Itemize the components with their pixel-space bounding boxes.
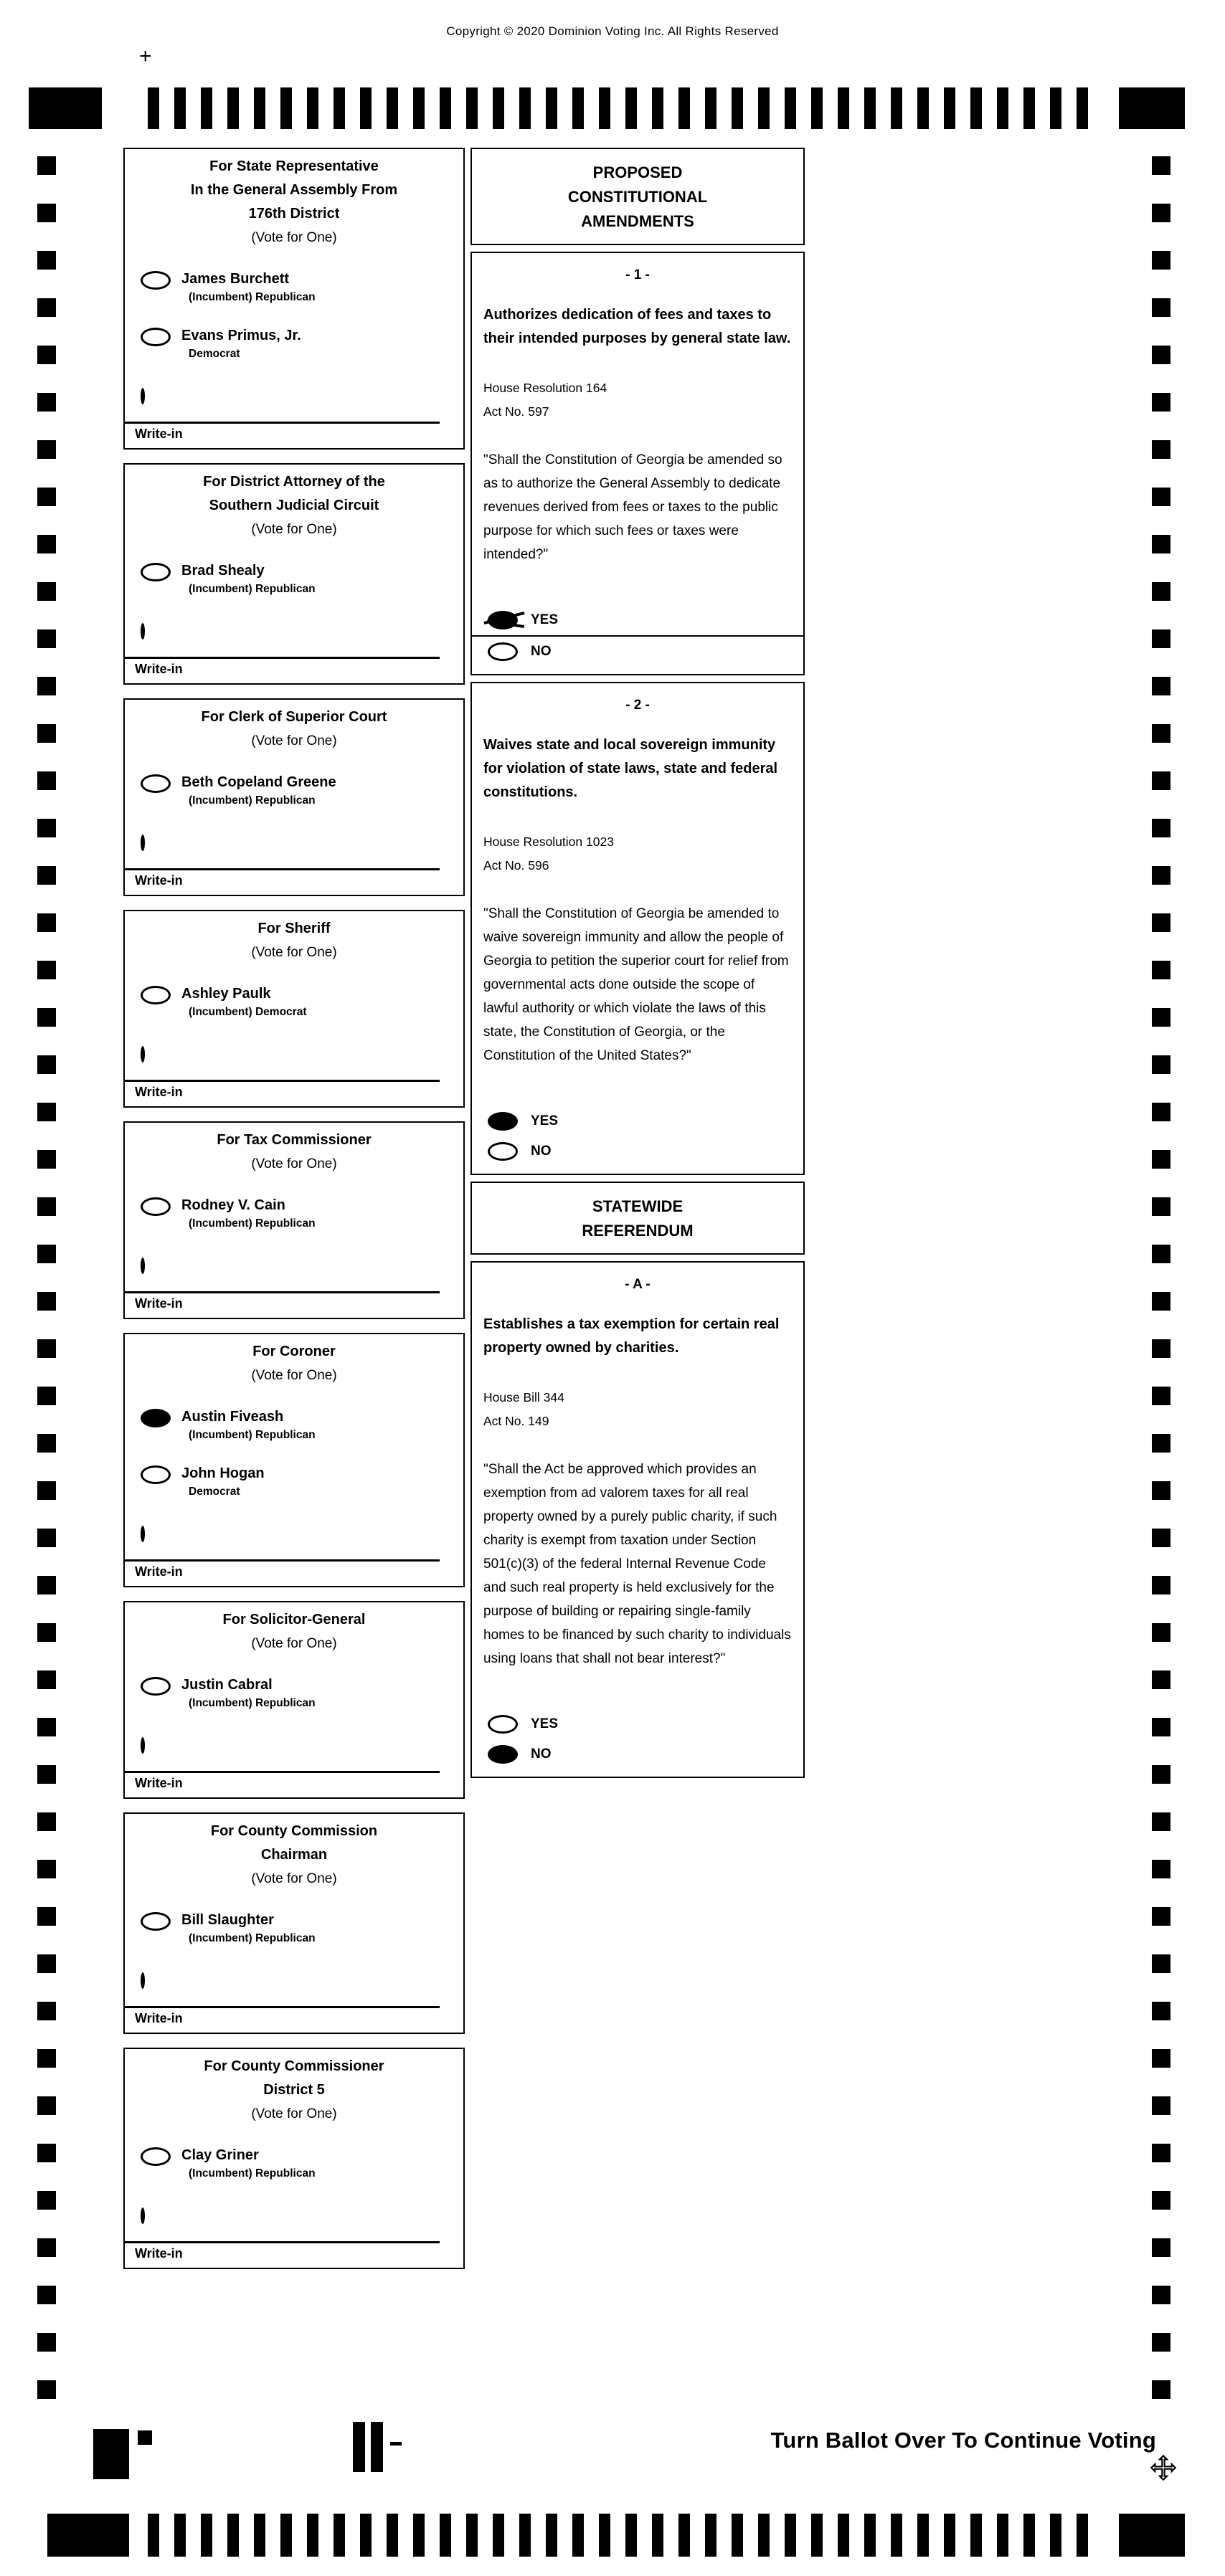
candidate-text xyxy=(181,1676,316,1712)
candidate-name: Clay Griner xyxy=(181,2147,259,2163)
contest-box-solicitor-general xyxy=(123,1601,465,1799)
measures-column xyxy=(470,148,805,1784)
contests-column xyxy=(123,148,465,2283)
candidate-row xyxy=(125,773,463,809)
yes-label: YES xyxy=(531,612,559,627)
candidate-party: (Incumbent) Republican xyxy=(189,1697,316,1709)
candidate-text xyxy=(181,326,301,363)
amendments-header-line: CONSTITUTIONAL xyxy=(567,188,708,206)
candidate-row xyxy=(125,561,463,598)
measure-number: - A - xyxy=(625,1277,651,1292)
candidate-oval[interactable] xyxy=(141,1409,171,1427)
candidate-row xyxy=(125,1676,463,1712)
vote-for-instruction: (Vote for One) xyxy=(251,945,337,960)
candidate-text xyxy=(181,1911,316,1947)
amendments-header-box xyxy=(470,148,805,245)
no-oval[interactable] xyxy=(488,1745,518,1764)
contest-title-line: 176th District xyxy=(248,206,340,222)
write-in-label: Write-in xyxy=(135,427,183,441)
timing-mark-block-bottom-right xyxy=(1119,2514,1185,2557)
candidate-oval[interactable] xyxy=(141,774,171,793)
vote-for-instruction: (Vote for One) xyxy=(251,1368,337,1383)
blank-option-row xyxy=(125,1048,463,1061)
candidate-oval[interactable] xyxy=(141,1677,171,1696)
yes-label: YES xyxy=(531,1113,559,1128)
candidate-text xyxy=(181,2146,316,2182)
write-in-oval[interactable] xyxy=(141,1258,145,1274)
candidate-party: (Incumbent) Republican xyxy=(189,1932,316,1944)
vote-for-instruction: (Vote for One) xyxy=(251,733,337,748)
candidate-name: Bill Slaughter xyxy=(181,1912,274,1928)
candidate-party: (Incumbent) Democrat xyxy=(189,1006,307,1018)
measure-number: - 2 - xyxy=(625,698,650,713)
no-label: NO xyxy=(531,644,552,659)
contest-title xyxy=(125,2055,463,2102)
contest-title-line: For District Attorney of the xyxy=(203,474,385,490)
candidate-text xyxy=(181,1196,316,1232)
candidate-oval[interactable] xyxy=(141,986,171,1004)
contest-box-commissioner-district-5 xyxy=(123,2048,465,2269)
ballot-id-mark-dash xyxy=(390,2442,402,2446)
vote-for-instruction: (Vote for One) xyxy=(251,1156,337,1171)
candidate-row xyxy=(125,1911,463,1947)
write-in-oval[interactable] xyxy=(141,1737,145,1754)
vote-for-instruction: (Vote for One) xyxy=(251,1636,337,1651)
candidate-name: John Hogan xyxy=(181,1465,265,1481)
no-label: NO xyxy=(531,1144,552,1159)
candidate-party: (Incumbent) Republican xyxy=(189,583,316,595)
contest-box-state-representative xyxy=(123,148,465,450)
contest-box-district-attorney xyxy=(123,463,465,685)
referendum-header-line: REFERENDUM xyxy=(582,1222,694,1240)
candidate-text xyxy=(181,1407,316,1444)
measure-question: "Shall the Constitution of Georgia be amended to waive sovereign immunity and allow the people of Georgia to petition the superior court for relief from governmental acts done outside the scope of lawful authority or which violate the laws of this state, the Constitution of Georgia, or the Constitution of the United States?" xyxy=(483,906,789,1063)
yes-choice-row xyxy=(472,605,803,635)
timing-marks-left xyxy=(37,156,56,2402)
blank-option-row xyxy=(125,625,463,638)
candidate-name: Justin Cabral xyxy=(181,1677,273,1693)
yes-label: YES xyxy=(531,1716,559,1731)
contest-title-line: For County Commissioner xyxy=(204,2058,384,2074)
candidate-party: (Incumbent) Republican xyxy=(189,1429,316,1441)
measure-authority xyxy=(483,1386,792,1433)
no-oval[interactable] xyxy=(488,1142,518,1161)
write-in-area[interactable] xyxy=(125,1771,440,1797)
candidate-row xyxy=(125,1196,463,1232)
candidate-row xyxy=(125,270,463,306)
candidate-name: Brad Shealy xyxy=(181,563,265,579)
ballot-id-mark-block xyxy=(93,2429,129,2479)
candidate-row xyxy=(125,984,463,1021)
measure-summary: Establishes a tax exemption for certain real property owned by charities. xyxy=(483,1316,780,1356)
no-choice-row xyxy=(472,635,803,667)
contest-title-line: Chairman xyxy=(260,1847,328,1863)
contest-box-sheriff xyxy=(123,910,465,1108)
contest-title-line: For Clerk of Superior Court xyxy=(201,709,387,725)
candidate-name: Beth Copeland Greene xyxy=(181,774,336,790)
write-in-area[interactable] xyxy=(125,868,440,895)
contest-title-line: For State Representative xyxy=(209,158,379,174)
contest-title-line: For Tax Commissioner xyxy=(217,1132,372,1148)
contest-box-clerk-superior-court xyxy=(123,698,465,896)
contest-title-line: District 5 xyxy=(263,2082,325,2098)
vote-for-instruction: (Vote for One) xyxy=(251,1871,337,1886)
measure-number: - 1 - xyxy=(625,267,650,282)
blank-option-row xyxy=(125,837,463,850)
no-choice-row xyxy=(472,1739,803,1769)
contest-title-line: For County Commission xyxy=(210,1823,378,1839)
write-in-label: Write-in xyxy=(135,2011,183,2025)
blank-option-row xyxy=(125,390,463,403)
write-in-area[interactable] xyxy=(125,2006,440,2033)
registration-plus-mark: + xyxy=(139,44,152,68)
vote-for-instruction: (Vote for One) xyxy=(251,522,337,537)
candidate-oval[interactable] xyxy=(141,563,171,581)
candidate-party: (Incumbent) Republican xyxy=(189,291,316,303)
candidate-text xyxy=(181,773,336,809)
contest-title xyxy=(125,1340,463,1364)
candidate-party: (Incumbent) Republican xyxy=(189,2167,316,2180)
write-in-oval[interactable] xyxy=(141,388,145,404)
measure-question: "Shall the Constitution of Georgia be amended so as to authorize the General Assembly to dedicate revenues derived from fees or taxes to the public purpose for which such fees or taxes were intended?" xyxy=(483,452,782,562)
write-in-label: Write-in xyxy=(135,1776,183,1790)
candidate-party: Democrat xyxy=(189,1486,240,1498)
ballot-id-mark-bar xyxy=(353,2422,365,2472)
authority-line: Act No. 596 xyxy=(483,858,549,873)
candidate-text xyxy=(181,270,316,306)
write-in-area[interactable] xyxy=(125,1559,440,1586)
candidate-row xyxy=(125,1407,463,1444)
write-in-label: Write-in xyxy=(135,1564,183,1579)
measure-box-amendment-1 xyxy=(470,252,805,675)
candidate-oval[interactable] xyxy=(141,271,171,290)
write-in-oval[interactable] xyxy=(141,1972,145,1989)
candidate-name: Austin Fiveash xyxy=(181,1409,284,1425)
ballot-id-mark-bar xyxy=(371,2422,383,2472)
candidate-name: Ashley Paulk xyxy=(181,986,271,1002)
measure-summary: Waives state and local sovereign immunity for violation of state laws, state and federal constitutions. xyxy=(483,737,778,800)
candidate-name: James Burchett xyxy=(181,271,290,287)
blank-option-row xyxy=(125,2210,463,2223)
contest-title-line: Southern Judicial Circuit xyxy=(209,498,379,513)
blank-option-row xyxy=(125,1528,463,1541)
contest-title xyxy=(125,705,463,729)
amendments-header-line: PROPOSED xyxy=(592,163,683,181)
blank-option-row xyxy=(125,1260,463,1273)
contest-title xyxy=(125,1608,463,1632)
contest-title xyxy=(125,1820,463,1867)
measure-box-amendment-2 xyxy=(470,682,805,1175)
candidate-oval[interactable] xyxy=(141,328,171,346)
contest-box-commission-chairman xyxy=(123,1812,465,2034)
measure-authority xyxy=(483,376,792,424)
contest-title xyxy=(125,1128,463,1152)
authority-line: Act No. 149 xyxy=(483,1414,549,1428)
timing-mark-block-top-left xyxy=(29,87,102,129)
vote-for-instruction: (Vote for One) xyxy=(251,2106,337,2121)
yes-oval[interactable] xyxy=(488,611,518,629)
write-in-oval[interactable] xyxy=(141,623,145,640)
write-in-oval[interactable] xyxy=(141,1046,145,1063)
contest-title-line: For Coroner xyxy=(252,1344,336,1359)
write-in-area[interactable] xyxy=(125,1291,440,1318)
write-in-oval[interactable] xyxy=(141,835,145,851)
timing-marks-bottom xyxy=(148,2514,1103,2557)
ballot-id-mark-square xyxy=(138,2430,152,2445)
timing-marks-right xyxy=(1152,156,1170,2402)
write-in-label: Write-in xyxy=(135,1296,183,1311)
write-in-oval[interactable] xyxy=(141,1526,145,1542)
contest-title-line: For Sheriff xyxy=(257,921,331,936)
candidate-text xyxy=(181,561,316,598)
yes-choice-row xyxy=(472,1106,803,1136)
timing-mark-block-top-right xyxy=(1119,87,1185,129)
write-in-area[interactable] xyxy=(125,657,440,683)
candidate-oval[interactable] xyxy=(141,1465,171,1484)
vote-for-instruction: (Vote for One) xyxy=(251,230,337,245)
contest-title xyxy=(125,155,463,226)
write-in-area[interactable] xyxy=(125,1080,440,1106)
write-in-label: Write-in xyxy=(135,1085,183,1099)
candidate-name: Evans Primus, Jr. xyxy=(181,328,301,343)
turn-ballot-over-text: Turn Ballot Over To Continue Voting xyxy=(770,2428,1156,2453)
measure-box-referendum-a xyxy=(470,1261,805,1778)
contest-title-line: For Solicitor-General xyxy=(222,1612,366,1627)
contest-title-line: In the General Assembly From xyxy=(190,182,398,198)
timing-mark-block-bottom-left xyxy=(47,2514,129,2557)
candidate-text xyxy=(181,1464,265,1501)
candidate-text xyxy=(181,984,307,1021)
no-label: NO xyxy=(531,1746,552,1762)
no-choice-row xyxy=(472,1136,803,1166)
referendum-header-line: STATEWIDE xyxy=(592,1197,684,1215)
yes-oval[interactable] xyxy=(488,1112,518,1131)
measure-summary: Authorizes dedication of fees and taxes to their intended purposes by general state law. xyxy=(483,307,791,346)
candidate-oval[interactable] xyxy=(141,1197,171,1216)
write-in-label: Write-in xyxy=(135,2246,183,2261)
candidate-row xyxy=(125,1464,463,1501)
candidate-row xyxy=(125,326,463,363)
write-in-oval[interactable] xyxy=(141,2207,145,2224)
authority-line: Act No. 597 xyxy=(483,404,549,419)
blank-option-row xyxy=(125,1739,463,1752)
candidate-party: (Incumbent) Republican xyxy=(189,794,316,807)
contest-title xyxy=(125,470,463,518)
measure-authority xyxy=(483,830,792,878)
contest-box-tax-commissioner xyxy=(123,1121,465,1319)
write-in-label: Write-in xyxy=(135,873,183,888)
candidate-oval[interactable] xyxy=(141,2147,171,2166)
timing-marks-top xyxy=(148,87,1103,129)
authority-line: House Resolution 164 xyxy=(483,381,607,395)
amendments-header-line: AMENDMENTS xyxy=(581,212,694,230)
no-oval[interactable] xyxy=(488,642,518,661)
copyright-text: Copyright © 2020 Dominion Voting Inc. All Rights Reserved xyxy=(446,24,779,38)
authority-line: House Bill 344 xyxy=(483,1390,564,1405)
contest-title xyxy=(125,917,463,941)
candidate-row xyxy=(125,2146,463,2182)
referendum-header-box xyxy=(470,1182,805,1255)
candidate-party: (Incumbent) Republican xyxy=(189,1217,316,1230)
blank-option-row xyxy=(125,1974,463,1987)
write-in-area[interactable] xyxy=(125,2241,440,2268)
candidate-party: Democrat xyxy=(189,348,240,360)
candidate-oval[interactable] xyxy=(141,1912,171,1931)
yes-choice-row xyxy=(472,1709,803,1739)
measure-question: "Shall the Act be approved which provides an exemption from ad valorem taxes for all real property owned by a purely public charity, if such charity is exempt from taxation under Section 501(c)(3) of the federal Internal Revenue Code and such real property is held exclusively for the purpose of building or repairing single-family homes to be financed by such charity to individuals using loans that shall not bear interest?" xyxy=(483,1462,791,1666)
move-cursor-icon xyxy=(1149,2453,1178,2482)
write-in-area[interactable] xyxy=(125,422,440,448)
candidate-name: Rodney V. Cain xyxy=(181,1197,285,1213)
authority-line: House Resolution 1023 xyxy=(483,835,614,849)
write-in-label: Write-in xyxy=(135,662,183,676)
contest-box-coroner xyxy=(123,1333,465,1587)
yes-oval[interactable] xyxy=(488,1715,518,1734)
